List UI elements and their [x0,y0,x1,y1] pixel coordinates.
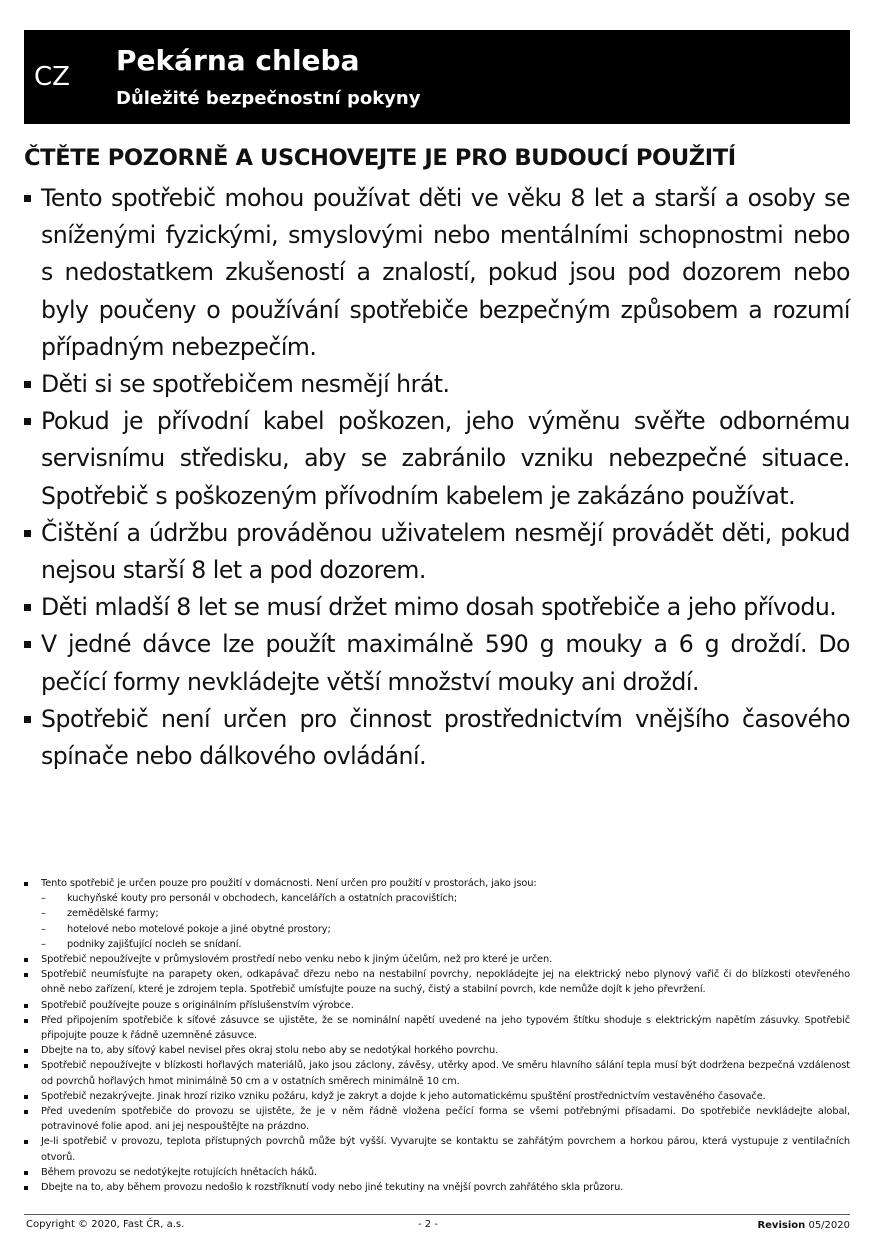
bullet-icon [24,604,31,611]
list-item-text: Děti mladší 8 let se musí držet mimo dosah spotřebiče a jeho přívodu. [41,593,837,622]
small-list-item-text: Tento spotřebič je určen pouze pro použití v domácnosti. Není určen pro použití v prostorách, jako jsou: [41,878,537,889]
bullet-icon [24,1186,28,1190]
footer-copyright: Copyright © 2020, Fast ČR, a.s. [26,1219,185,1230]
bullet-icon [24,381,31,388]
bullet-icon [24,1064,28,1068]
bullet-icon [24,641,31,648]
small-list-item [24,1043,850,1058]
language-code: CZ [34,62,70,92]
bullet-icon [24,882,28,886]
page-title: Pekárna chleba [116,44,360,77]
list-item [24,403,850,515]
small-list-item-text: Dbejte na to, aby síťový kabel nevisel přes okraj stolu nebo aby se nedotýkal horkého povrchu. [41,1045,499,1057]
list-item-text: Děti si se spotřebičem nesmějí hrát. [41,370,450,399]
small-list-item-text: Před připojením spotřebiče k síťové zásuvce se ujistěte, že se nominální napětí uvedené na jeho typovém štítku shoduje s elektrickým napětím zásuvky. Spotřebič připojujte pouze k řádně uzemněné zásuvce. [41,1014,850,1042]
bullet-icon [24,530,31,537]
sub-list-item [41,922,850,937]
list-item [24,366,850,403]
page-subtitle: Důležité bezpečnostní pokyny [116,88,421,109]
sub-list-item-text: hotelové nebo motelové pokoje a jiné obytné prostory; [67,923,331,935]
small-list-item-text: Spotřebič používejte pouze s originálním příslušenstvím výrobce. [41,999,354,1011]
small-list-item [24,1013,850,1043]
small-list-item [24,998,850,1013]
small-list-item-text: Spotřebič neumísťujte na parapety oken, odkapávač dřezu nebo na nestabilní povrchy, nepokládejte jej na elektrický nebo plynový vařič či do blízkosti otevřeného ohně nebo zařízení, které je zdrojem tepla. Spotřebič umísťujte pouze na suchý, čistý a stabilní povrch, kde nemůže dojít k jeho převržení. [41,969,850,996]
small-list-item [24,1180,850,1195]
bullet-icon [24,958,28,962]
bullet-icon [24,1049,28,1053]
bullet-icon [24,1171,28,1175]
main-safety-list [24,180,850,775]
list-item [24,589,850,626]
small-list-item-text: Dbejte na to, aby během provozu nedošlo k rozstříknutí vody nebo jiné tekutiny na vnější povrch zahřátého skla průzoru. [41,1182,624,1194]
sub-list-item [41,937,850,952]
bullet-icon [24,1004,28,1008]
list-item-text: Pokud je přívodní kabel poškozen, jeho výměnu svěřte odbornému servisnímu středisku, aby se zabránilo vzniku nebezpečné situace. Spotřebič s poškozeným přívodním kabelem je zakázáno používat. [41,407,850,510]
header-bar [24,30,850,124]
list-item-text: Spotřebič není určen pro činnost prostřednictvím vnějšího časového spínače nebo dálkového ovládání. [41,704,850,771]
small-list-item [24,876,850,952]
dash-icon: – [41,908,46,920]
list-item-text: Tento spotřebič mohou používat děti ve věku 8 let a starší a osoby se sníženými fyzickými, smyslovými nebo mentálními schopnostmi nebo s nedostatkem zkušeností a znalostí, pokud jsou pod dozorem nebo byly poučeny o používání spotřebiče bezpečným způsobem a rozumí případným nebezpečím. [41,184,850,361]
bullet-icon [24,1110,28,1114]
list-item [24,180,850,366]
small-list-item [24,1089,850,1104]
dash-icon: – [41,923,46,935]
bullet-icon [24,1019,28,1023]
dash-icon: – [41,938,46,950]
bullet-icon [24,195,31,202]
dash-icon: – [41,893,46,905]
footer-revision [757,1220,850,1231]
small-list-item [24,967,850,997]
bullet-icon [24,418,31,425]
footer-page-number: - 2 - [418,1219,438,1230]
small-list-item [24,952,850,967]
bullet-icon [24,1140,28,1144]
footer-divider [24,1214,850,1215]
small-list-item-text: Je-li spotřebič v provozu, teplota přístupných povrchů může být vyšší. Vyvarujte se kontaktu se zahřátým povrchem a horkou párou, která vystupuje z ventilačních otvorů. [41,1136,850,1163]
list-item-text: V jedné dávce lze použít maximálně 590 g mouky a 6 g droždí. Do pečící formy nevkládejte větší množství mouky ani droždí. [41,630,850,696]
small-list-item-text: Spotřebič nepoužívejte v blízkosti hořlavých materiálů, jako jsou záclony, závěsy, utěrky apod. Ve směru hlavního sálání tepla musí být dodržena bezpečná vzdálenost od povrchů hořlavých hmot minimálně 50 cm a v ostatních směrech minimálně 10 cm. [41,1060,850,1087]
main-heading: ČTĚTE POZORNĚ A USCHOVEJTE JE PRO BUDOUCÍ POUŽITÍ [24,145,736,171]
small-list-item-text: Spotřebič nepoužívejte v průmyslovém prostředí nebo venku nebo k jiným účelům, než pro které je určen. [41,954,553,966]
sub-list-item-text: kuchyňské kouty pro personál v obchodech, kancelářích a ostatních pracovištích; [67,893,458,905]
sub-list-item [41,891,850,906]
small-list-item-text: Spotřebič nezakrývejte. Jinak hrozí riziko vzniku požáru, když je zakryt a dojde k jeho automatickému spuštění prostřednictvím vestavěného časovače. [41,1090,766,1102]
bullet-icon [24,973,28,977]
list-item [24,515,850,589]
small-list-item [24,1058,850,1088]
detailed-safety-list [24,876,850,1195]
revision-date: 05/2020 [808,1220,850,1231]
sub-list-item [41,906,850,921]
revision-label: Revision [757,1220,806,1231]
list-item [24,626,850,700]
small-list-item [24,1134,850,1164]
list-item-text: Čištění a údržbu prováděnou uživatelem nesmějí provádět děti, pokud nejsou starší 8 let a pod dozorem. [41,518,850,585]
sub-list-item-text: zemědělské farmy; [67,908,159,920]
bullet-icon [24,1095,28,1099]
small-list-item-text: Během provozu se nedotýkejte rotujících hnětacích háků. [41,1166,317,1178]
sub-list-item-text: podniky zajišťující nocleh se snídaní. [67,938,242,950]
list-item [24,701,850,775]
small-list-item [24,1104,850,1134]
small-list-item-text: Před uvedením spotřebiče do provozu se ujistěte, že je v něm řádně vložena pečící forma se všemi potřebnými přísadami. Do spotřebiče nevkládejte alobal, potravinové folie apod. ani jej nespouštějte na prázdno. [41,1106,850,1133]
usage-exclusion-list [41,891,850,952]
bullet-icon [24,716,31,723]
small-list-item [24,1165,850,1180]
